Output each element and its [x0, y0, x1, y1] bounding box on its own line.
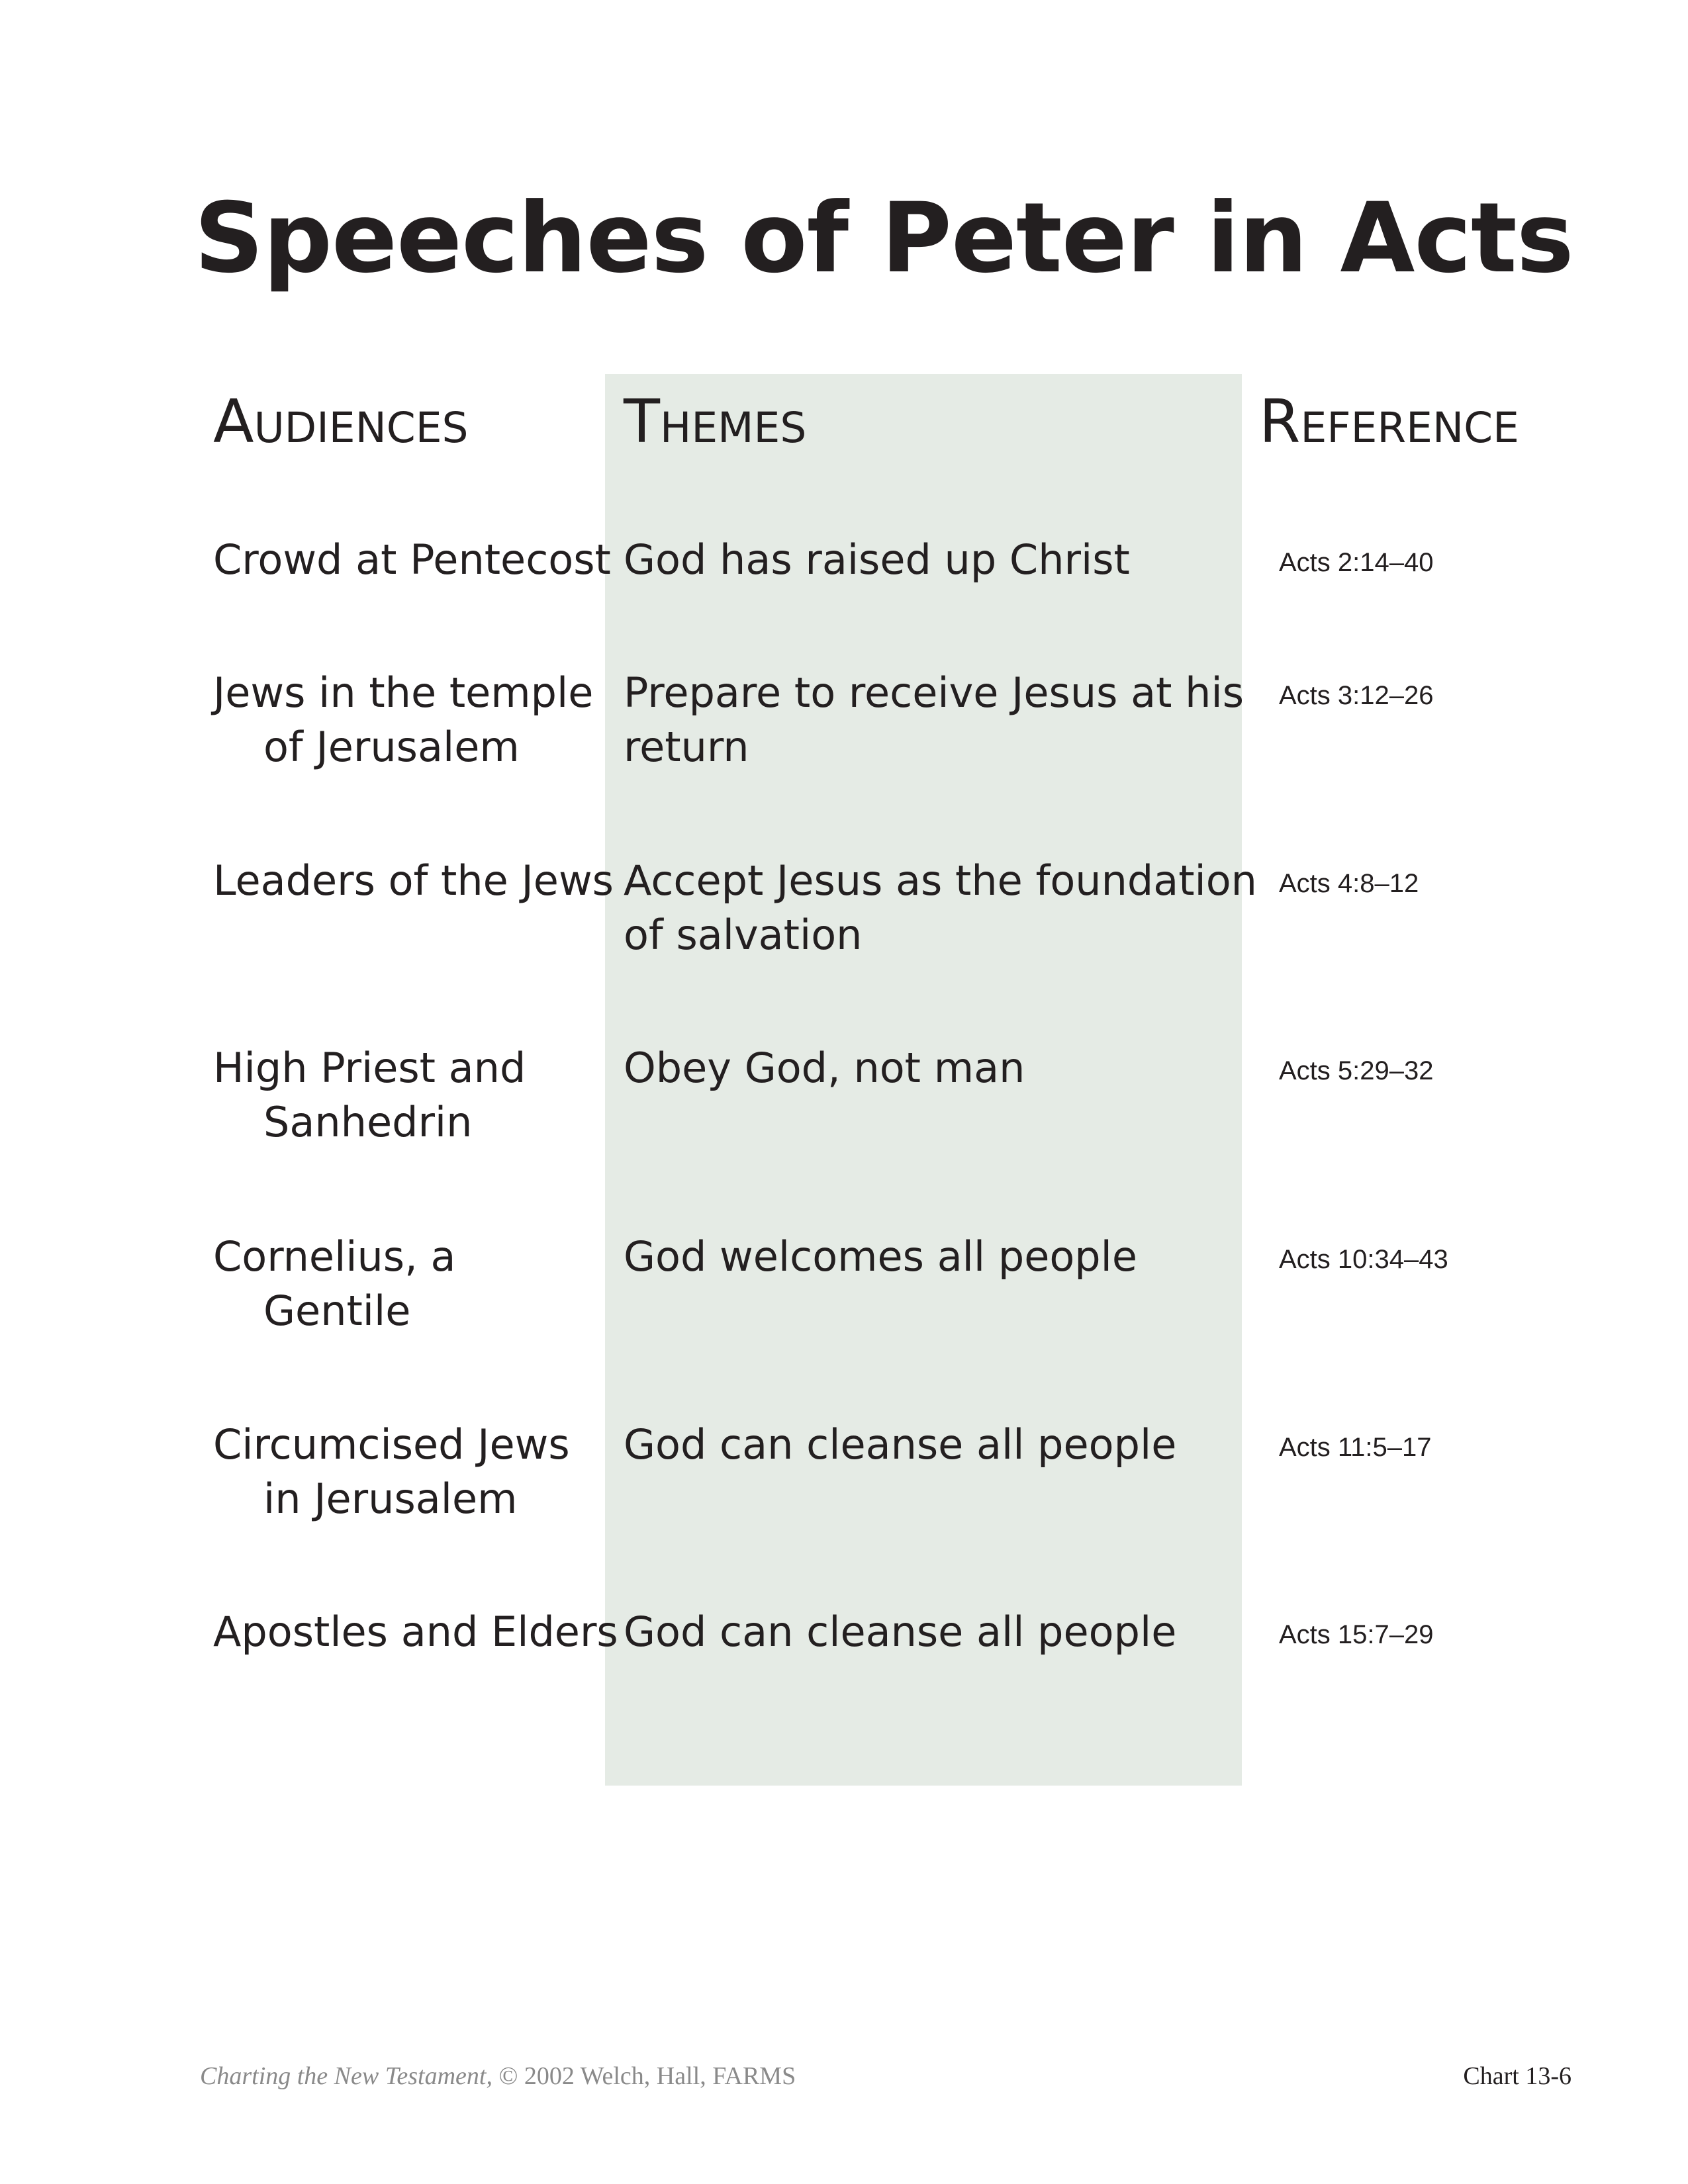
audience-cell: [213, 1418, 597, 1526]
audience-cell: [213, 1605, 618, 1659]
page-title: [0, 179, 1688, 298]
theme-line-continued: of salvation: [624, 911, 863, 959]
audience-line-continued: in Jerusalem: [263, 1475, 518, 1523]
theme-line: God welcomes all people: [624, 1232, 1137, 1281]
theme-cell: [624, 1605, 1233, 1659]
audience-line-continued: Gentile: [263, 1287, 411, 1335]
audience-line: Cornelius, a: [213, 1232, 456, 1281]
audience-line: Crowd at Pentecost: [213, 535, 611, 584]
audience-cell: [213, 666, 597, 774]
theme-line: God has raised up Christ: [624, 535, 1130, 584]
audience-line: Circumcised Jews: [213, 1420, 570, 1469]
reference-cell: Acts 2:14–40: [1279, 548, 1434, 577]
theme-line: God can cleanse all people: [624, 1420, 1177, 1469]
theme-line: Prepare to receive Jesus at his: [624, 668, 1244, 717]
reference-cell: Acts 15:7–29: [1279, 1620, 1434, 1649]
reference-cell: Acts 5:29–32: [1279, 1056, 1434, 1085]
theme-line: God can cleanse all people: [624, 1608, 1177, 1656]
audience-cell: [213, 854, 614, 908]
audience-line: Jews in the temple: [213, 668, 594, 717]
page-title-text: Speeches of Peter in Acts: [194, 182, 1573, 295]
audience-line-continued: Sanhedrin: [263, 1098, 473, 1146]
header-audiences: Audiences: [213, 387, 469, 457]
audience-line-continued: of Jerusalem: [263, 723, 520, 771]
audience-line: High Priest and: [213, 1044, 526, 1092]
theme-cell: [624, 666, 1244, 774]
footer-book-title: Charting the New Testament,: [200, 2062, 492, 2090]
theme-line: Obey God, not man: [624, 1044, 1025, 1092]
reference-cell: Acts 4:8–12: [1279, 869, 1419, 898]
audience-line: Leaders of the Jews: [213, 856, 614, 905]
audience-line: Apostles and Elders: [213, 1608, 618, 1656]
reference-cell: Acts 3:12–26: [1279, 681, 1434, 710]
footer-copyright: © 2002 Welch, Hall, FARMS: [492, 2062, 796, 2090]
audience-cell: [213, 1230, 597, 1338]
theme-line: Accept Jesus as the foundation: [624, 856, 1257, 905]
theme-cell: [624, 854, 1257, 962]
header-themes: Themes: [624, 387, 807, 457]
reference-cell: Acts 10:34–43: [1279, 1245, 1448, 1274]
audience-cell: [213, 1041, 597, 1150]
footer-citation: [200, 2060, 796, 2093]
header-reference: Reference: [1259, 387, 1519, 457]
reference-cell: Acts 11:5–17: [1279, 1433, 1432, 1462]
audience-cell: [213, 533, 611, 587]
theme-cell: [624, 1041, 1233, 1095]
theme-cell: [624, 533, 1233, 587]
theme-cell: [624, 1418, 1233, 1472]
footer-chart-number: Chart 13-6: [1463, 2062, 1571, 2090]
theme-cell: [624, 1230, 1233, 1284]
theme-line-continued: return: [624, 723, 749, 771]
